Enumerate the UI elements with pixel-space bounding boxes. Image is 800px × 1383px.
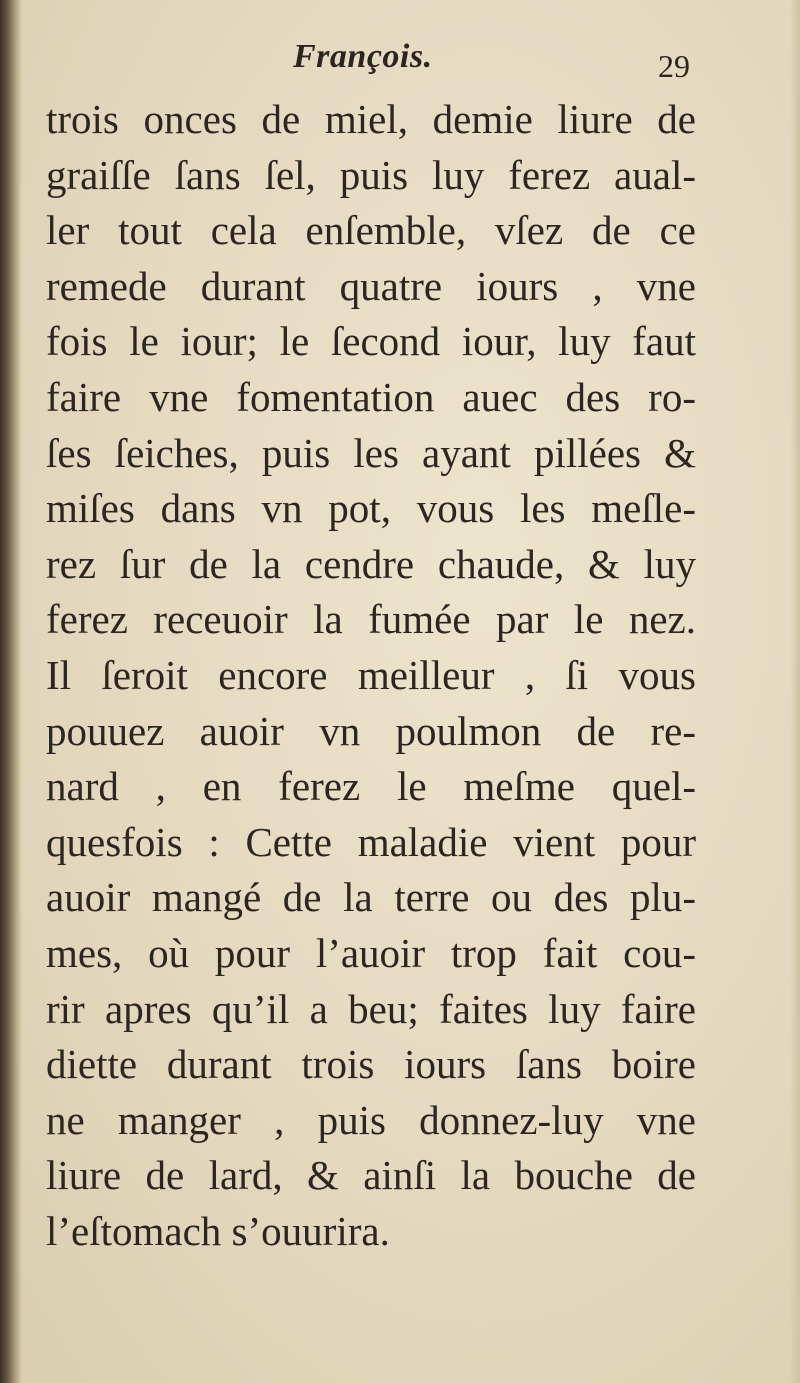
text-line: rez ſur de la cendre chaude, & luy [46, 540, 696, 587]
text-line: trois onces de miel, demie liure de [46, 96, 696, 142]
page-gutter-shadow [0, 0, 22, 1383]
text-line: rir apres qu’il a beu; faites luy faire [46, 985, 696, 1032]
body-text [46, 92, 696, 1259]
running-head: François. [293, 38, 433, 75]
text-line: Il ſeroit encore meilleur , ſi vous [46, 651, 696, 698]
page-number: 29 [658, 48, 690, 84]
text-line: mes, où pour l’auoir trop fait cou- [46, 929, 696, 976]
page-header [48, 38, 688, 88]
text-line: ne manger , puis donnez-luy vne [46, 1096, 696, 1143]
text-line: nard , en ferez le meſme quel- [46, 763, 696, 810]
text-line: ferez receuoir la fumée par le nez. [46, 596, 696, 643]
text-line: ſes ſeiches, puis les ayant pillées & [46, 429, 696, 476]
text-line: diette durant trois iours ſans boire [46, 1041, 696, 1088]
text-line: pouuez auoir vn poulmon de re- [46, 707, 696, 754]
text-line: miſes dans vn pot, vous les meſle- [46, 485, 696, 532]
text-line: graiſſe ſans ſel, puis luy ferez aual- [46, 151, 696, 198]
text-line: fois le iour; le ſecond iour, luy faut [46, 318, 696, 365]
page-edge [790, 0, 800, 1383]
text-line-last: l’eſtomach s’ouurira. [46, 1207, 390, 1254]
text-line: liure de lard, & ainſi la bouche de [46, 1152, 696, 1199]
text-line: ler tout cela enſemble, vſez de ce [46, 207, 696, 254]
text-line: remede durant quatre iours , vne [46, 262, 696, 309]
text-line: faire vne fomentation auec des ro- [46, 373, 696, 420]
text-line: quesfois : Cette maladie vient pour [46, 818, 696, 865]
text-line: auoir mangé de la terre ou des plu- [46, 874, 696, 921]
